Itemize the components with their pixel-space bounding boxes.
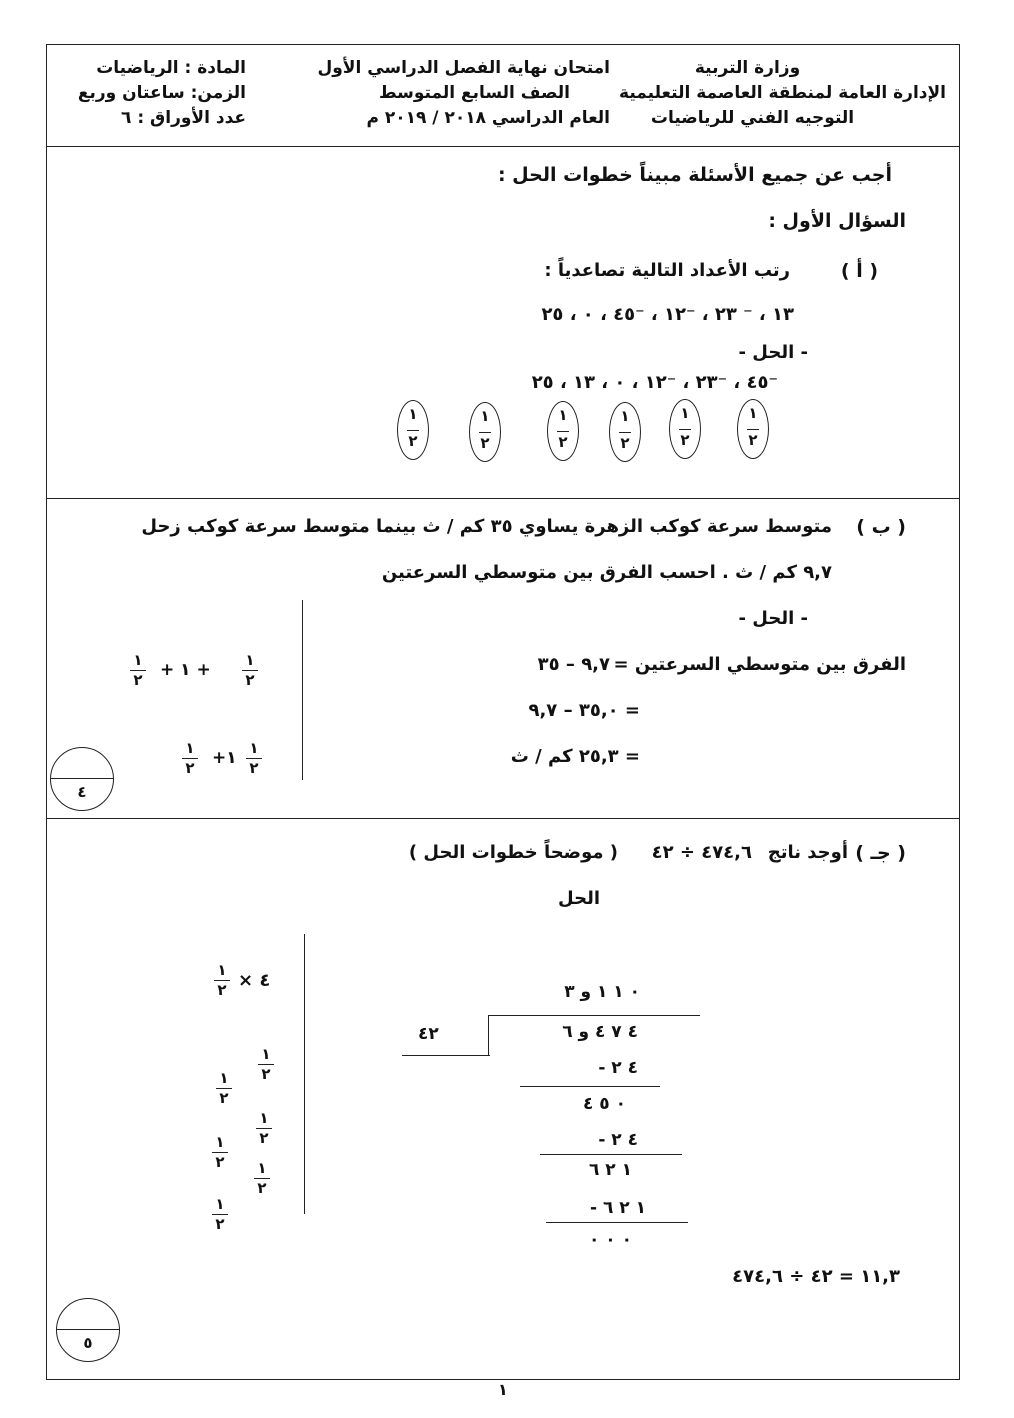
part-b-line2: ٩,٧ كم / ث . احسب الفرق بين متوسطي السرعتين — [381, 562, 832, 583]
mark-plus: +١ — [212, 748, 237, 768]
remainder-2: ١ ٢ ٦ — [588, 1160, 632, 1180]
mark-fraction: ١ ٢ — [210, 1134, 230, 1171]
marking-divider — [304, 934, 305, 1214]
school-year: العام الدراسي ٢٠١٨ / ٢٠١٩ م — [366, 108, 610, 128]
mark-fraction: ١ ٢ — [254, 1110, 274, 1147]
subtract-step-1: ٤ ٢ - — [598, 1058, 638, 1078]
mark-fraction: ١ ٢ — [240, 652, 260, 689]
subtract-step-2: ٤ ٢ - — [598, 1130, 638, 1150]
part-b-solution-label: - الحل - — [738, 608, 808, 629]
header-center — [317, 56, 610, 131]
header-left — [77, 56, 246, 131]
page-frame — [46, 44, 960, 1380]
mark-fraction: ١ ٢ — [252, 1160, 272, 1197]
header-right — [619, 56, 946, 131]
mark-fraction: ١ ٢ — [256, 1046, 276, 1083]
part-a-numbers: ١٣ ، ⁻ ٢٣ ، ⁻١٢ ، ⁻٤٥ ، ٠ ، ٢٥ — [541, 304, 794, 325]
mark-fraction: ١ ٢ — [210, 1196, 230, 1233]
part-a-answer: ⁻٤٥ ، ⁻٢٣ ، ⁻١٢ ، ٠ ، ١٣ ، ٢٥ — [531, 372, 778, 393]
mark-circle: ١ ٢ — [469, 402, 501, 462]
part-b-step3: = ٢٥,٣ كم / ث — [510, 746, 640, 767]
marking-divider — [302, 600, 303, 780]
mark-fraction: ١ ٢ — [214, 1070, 234, 1107]
subtract-step-3: ١ ٢ ٦ - — [590, 1198, 646, 1218]
mark-fraction: ١ ٢ — [244, 740, 264, 777]
mark-fraction: ١ ٢ — [212, 962, 232, 999]
page-number: ١ — [498, 1380, 508, 1399]
header-divider — [46, 146, 960, 147]
section-divider-a — [46, 498, 960, 499]
part-b-step1-expr: ٩,٧ – ٣٥ — [537, 654, 610, 675]
mark-circle: ١ ٢ — [737, 399, 769, 459]
mark-fraction: ١ ٢ — [180, 740, 200, 777]
part-b-step2: = ٣٥,٠ – ٩,٧ — [528, 700, 640, 721]
part-a-solution-label: - الحل - — [738, 342, 808, 363]
division-bracket — [488, 1015, 489, 1055]
part-b-step1-text: الفرق بين متوسطي السرعتين = — [613, 654, 906, 675]
instructions: أجب عن جميع الأسئلة مبيناً خطوات الحل : — [497, 164, 892, 186]
exam-title: امتحان نهاية الفصل الدراسي الأول — [317, 58, 610, 78]
part-c-note: ( موضحاً خطوات الحل ) — [408, 842, 618, 863]
question-one-title: السؤال الأول : — [768, 210, 906, 232]
mark-circle: ١ ٢ — [609, 402, 641, 462]
divisor: ٤٢ — [418, 1024, 439, 1044]
remainder-3: ٠ ٠ ٠ — [588, 1230, 632, 1250]
division-bar — [488, 1015, 700, 1016]
step-line — [520, 1086, 660, 1087]
grade-level: الصف السابع المتوسط — [378, 83, 570, 103]
mark-fraction: ١ ٢ — [128, 652, 148, 689]
ministry-name: وزارة التربية — [694, 58, 801, 78]
subject: المادة : الرياضيات — [96, 58, 246, 78]
part-b-line1: متوسط سرعة كوكب الزهرة يساوي ٣٥ كم / ث بينما متوسط سرعة كوكب زحل — [141, 516, 832, 537]
duration: الزمن: ساعتان وربع — [77, 83, 246, 103]
mark-plus: + ١ + — [160, 660, 211, 680]
part-c-prompt: أوجد ناتج — [767, 842, 848, 863]
mark-circle: ١ ٢ — [397, 400, 429, 460]
mark-circle: ١ ٢ — [547, 401, 579, 461]
section-divider-b — [46, 818, 960, 819]
mark-circle: ١ ٢ — [669, 399, 701, 459]
dividend: ٤ ٧ ٤ و ٦ — [562, 1022, 638, 1042]
score-circle: ٤ — [50, 747, 114, 811]
directorate-name: الإدارة العامة لمنطقة العاصمة التعليمية — [619, 83, 946, 103]
math-supervision: التوجيه الفني للرياضيات — [650, 108, 855, 128]
division-result: ١١,٣ = ٤٢ ÷ ٤٧٤,٦ — [732, 1266, 900, 1287]
page-count: عدد الأوراق : ٦ — [121, 108, 246, 128]
divisor-line — [402, 1055, 490, 1056]
part-c-solution-label: الحل — [558, 888, 600, 909]
remainder-1: ٠ ٥ ٤ — [582, 1094, 626, 1114]
quotient: ٠ ١ ١ و ٣ — [564, 982, 640, 1002]
part-b-label: ( ب ) — [856, 516, 906, 538]
part-c-label: ( جـ ) — [855, 842, 906, 864]
part-a-label: ( أ ) — [840, 260, 878, 282]
step-line — [540, 1154, 682, 1155]
mark-multiply: × ٤ — [238, 970, 271, 991]
step-line — [546, 1222, 688, 1223]
score-circle: ٥ — [56, 1298, 120, 1362]
part-a-prompt: رتب الأعداد التالية تصاعدياً : — [544, 260, 790, 281]
part-c-expression: ٤٧٤,٦ ÷ ٤٢ — [651, 842, 752, 863]
